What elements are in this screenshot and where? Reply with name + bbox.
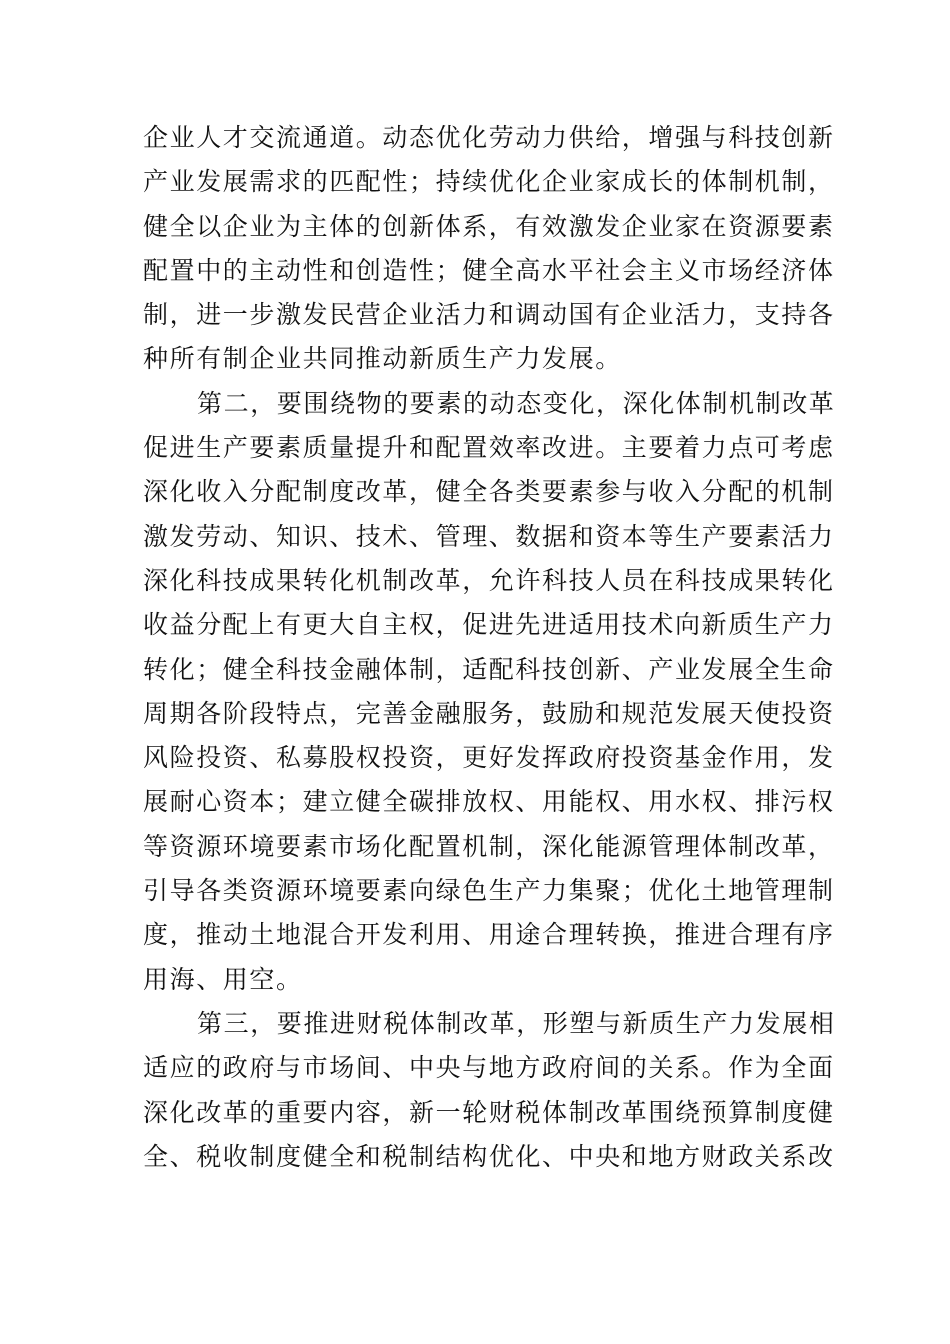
- text-line: 促进生产要素质量提升和配置效率改进。主要着力点可考虑: [143, 433, 835, 463]
- text-line: 度，推动土地混合开发利用、用途合理转换，推进合理有序: [143, 920, 835, 950]
- text-line: 引导各类资源环境要素向绿色生产力集聚；优化土地管理制: [143, 876, 835, 906]
- paragraph-third: [143, 1002, 836, 1179]
- paragraph-continued: [143, 116, 835, 382]
- text-line: 深化科技成果转化机制改革，允许科技人员在科技成果转化: [143, 565, 835, 595]
- text-line: 健全以企业为主体的创新体系，有效激发企业家在资源要素: [143, 211, 835, 241]
- text-line: 深化改革的重要内容，新一轮财税体制改革围绕预算制度健: [143, 1097, 835, 1127]
- text-line: 配置中的主动性和创造性；健全高水平社会主义市场经济体: [143, 255, 835, 285]
- document-body: [143, 116, 836, 1179]
- text-line: 第二，要围绕物的要素的动态变化，深化体制机制改革: [197, 388, 836, 418]
- text-line: 深化收入分配制度改革，健全各类要素参与收入分配的机制: [143, 477, 835, 507]
- text-line: 展耐心资本；建立健全碳排放权、用能权、用水权、排污权: [143, 787, 835, 817]
- text-line: 第三，要推进财税体制改革，形塑与新质生产力发展相: [197, 1008, 836, 1038]
- text-line: 适应的政府与市场间、中央与地方政府间的关系。作为全面: [143, 1053, 835, 1083]
- text-line: 产业发展需求的匹配性；持续优化企业家成长的体制机制，: [143, 167, 835, 197]
- text-line: 风险投资、私募股权投资，更好发挥政府投资基金作用，发: [143, 743, 835, 773]
- text-line: 等资源环境要素市场化配置机制，深化能源管理体制改革，: [143, 831, 835, 861]
- text-line: 用海、用空。: [143, 964, 303, 994]
- paragraph-second: [143, 382, 836, 1002]
- text-line: 收益分配上有更大自主权，促进先进适用技术向新质生产力: [143, 610, 835, 640]
- text-line: 激发劳动、知识、技术、管理、数据和资本等生产要素活力: [143, 521, 835, 551]
- text-line: 企业人才交流通道。动态优化劳动力供给，增强与科技创新: [143, 123, 835, 152]
- text-line: 制，进一步激发民营企业活力和调动国有企业活力，支持各: [143, 300, 835, 330]
- text-line: 全、税收制度健全和税制结构优化、中央和地方财政关系改: [143, 1141, 835, 1171]
- text-line: 种所有制企业共同推动新质生产力发展。: [143, 344, 622, 374]
- text-line: 周期各阶段特点，完善金融服务，鼓励和规范发展天使投资: [143, 698, 835, 728]
- text-line: 转化；健全科技金融体制，适配科技创新、产业发展全生命: [143, 654, 835, 684]
